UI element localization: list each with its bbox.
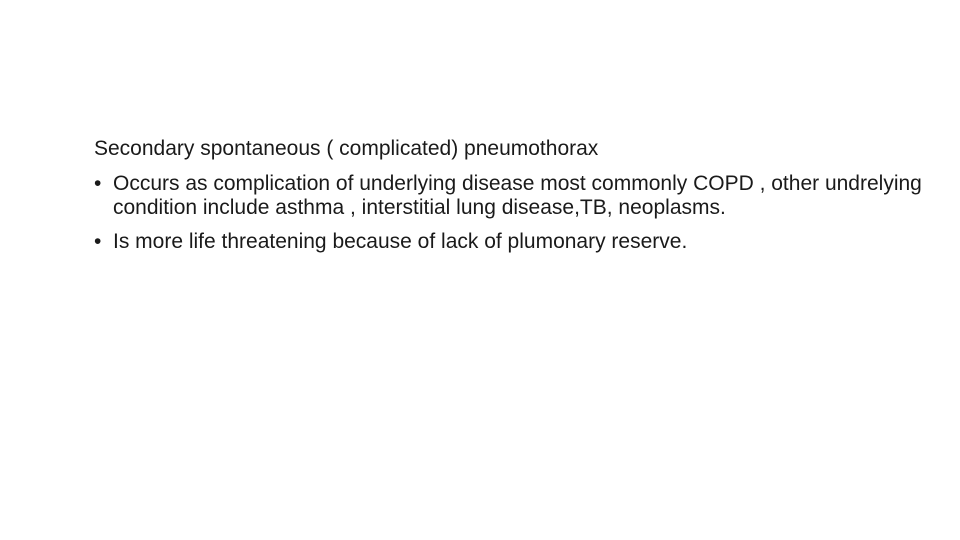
slide-content	[94, 136, 924, 264]
bullet-list	[94, 172, 924, 254]
bullet-text: Is more life threatening because of lack of plumonary reserve.	[113, 230, 688, 253]
slide-heading: Secondary spontaneous ( complicated) pneumothorax	[94, 137, 599, 160]
bullet-icon: •	[94, 172, 102, 195]
bullet-text: Occurs as complication of underlying disease most commonly COPD , other undrelying condition include asthma , interstitial lung disease,TB, neoplasms.	[113, 172, 922, 219]
bullet-item	[94, 230, 924, 254]
bullet-icon: •	[94, 230, 102, 253]
bullet-item	[94, 172, 924, 220]
